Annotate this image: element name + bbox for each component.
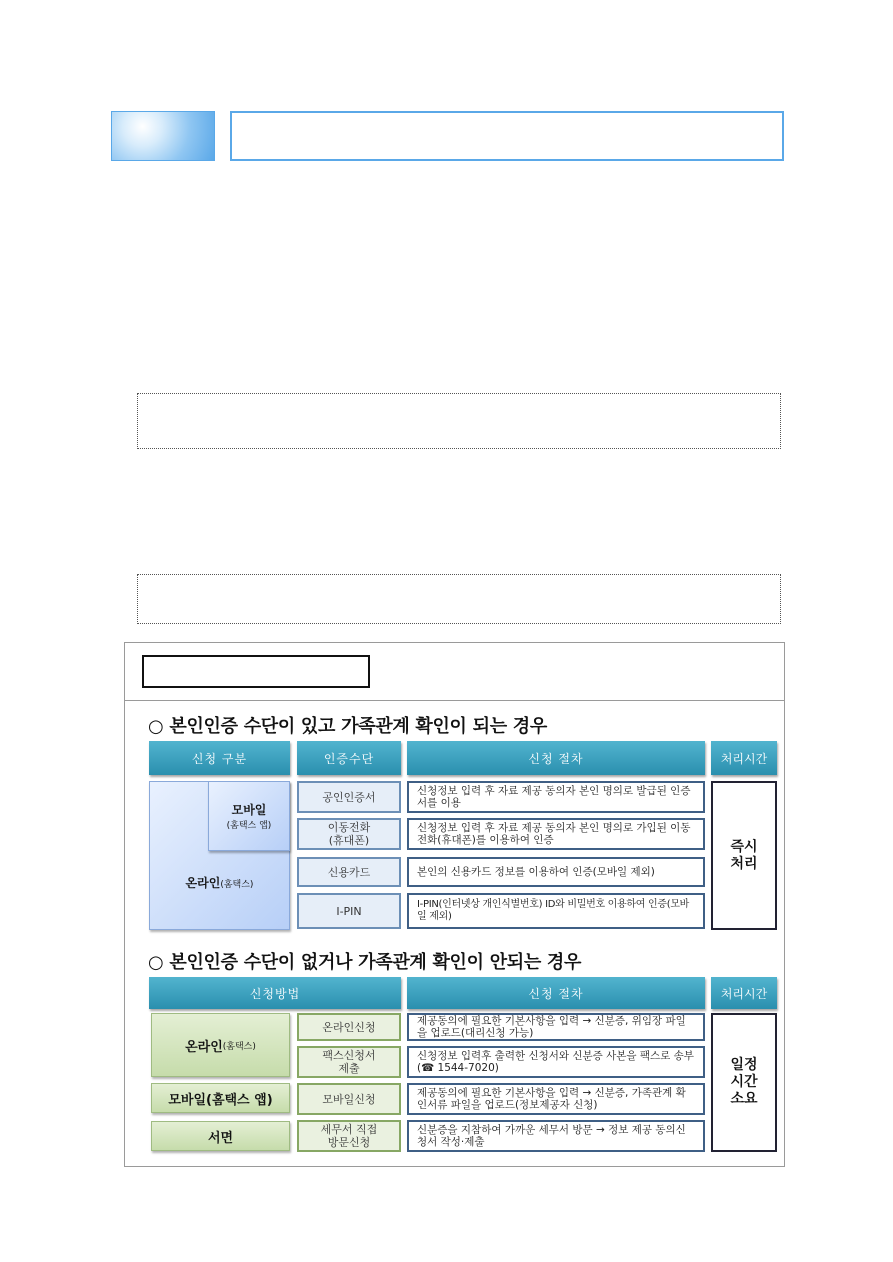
section2-header-method: 신청방법: [149, 977, 401, 1009]
section2-desc-mobile: 제공동의에 필요한 기본사항을 입력 → 신분증, 가족관계 확인서류 파일을 업로드(정보제공자 신청): [407, 1083, 705, 1115]
section2-auth-mobile: 모바일신청: [297, 1083, 401, 1115]
section2-time-cell: 일정 시간 소요: [711, 1013, 777, 1152]
section1-mobile-label: 모바일: [231, 803, 267, 817]
section1-auth-certificate: 공인인증서: [297, 781, 401, 813]
section1-desc-phone: 신청정보 입력 후 자료 제공 동의자 본인 명의로 가입된 이동전화(휴대폰)를 이용하여 인증: [407, 818, 705, 850]
section2-header-time: 처리시간: [711, 977, 777, 1009]
section1-mobile-sub: (홈택스 앱): [226, 821, 272, 831]
section1-mobile-cell: [208, 781, 290, 851]
section1-header-category: 신청 구분: [149, 741, 290, 775]
section2-online-cell: [151, 1013, 290, 1077]
section1-online-sub: (홈택스): [220, 880, 254, 890]
section1-desc-creditcard: 본인의 신용카드 정보를 이용하여 인증(모바일 제외): [407, 857, 705, 887]
section1-title: ○ 본인인증 수단이 있고 가족관계 확인이 되는 경우: [148, 716, 547, 737]
section1-desc-ipin: I-PIN(인터넷상 개인식별번호) ID와 비밀번호 이용하여 인증(모바일 제외): [407, 893, 705, 929]
section2-online-label: 온라인: [185, 1039, 223, 1055]
section1-auth-phone: 이동전화 (휴대폰): [297, 818, 401, 850]
section1-auth-creditcard: 신용카드: [297, 857, 401, 887]
section1-auth-ipin: I-PIN: [297, 893, 401, 929]
header-title-bar: [230, 111, 784, 161]
section1-time-cell: 즉시 처리: [711, 781, 777, 930]
section1-online-label-wrap: [149, 872, 290, 891]
note-box-2: [137, 574, 781, 624]
section1-online-label: 온라인: [185, 876, 221, 890]
section2-paper-cell: 서면: [151, 1121, 290, 1151]
section2-desc-visit: 신분증을 지참하여 가까운 세무서 방문 → 정보 제공 동의신청서 작성·제출: [407, 1120, 705, 1152]
section2-title: ○ 본인인증 수단이 없거나 가족관계 확인이 안되는 경우: [148, 952, 582, 973]
section2-online-sub: (홈택스): [222, 1041, 256, 1052]
section2-auth-fax: 팩스신청서 제출: [297, 1046, 401, 1078]
note-box-1: [137, 393, 781, 449]
section1-header-auth: 인증수단: [297, 741, 401, 775]
section2-auth-online: 온라인신청: [297, 1013, 401, 1041]
section2-auth-visit: 세무서 직접 방문신청: [297, 1120, 401, 1152]
figure-caption-box: [142, 655, 370, 688]
section1-header-time: 처리시간: [711, 741, 777, 775]
section2-desc-fax: 신청정보 입력후 출력한 신청서와 신분증 사본을 팩스로 송부(☎ 1544-7020): [407, 1046, 705, 1078]
figure-separator: [124, 700, 785, 701]
section1-header-procedure: 신청 절차: [407, 741, 705, 775]
section2-mobile-cell: 모바일(홈택스 앱): [151, 1083, 290, 1113]
section2-desc-online: 제공동의에 필요한 기본사항을 입력 → 신분증, 위임장 파일을 업로드(대리신청 가능): [407, 1013, 705, 1041]
section2-header-procedure: 신청 절차: [407, 977, 705, 1009]
section1-desc-certificate: 신청정보 입력 후 자료 제공 동의자 본인 명의로 발급된 인증서를 이용: [407, 781, 705, 813]
header-square-decoration: [111, 111, 215, 161]
